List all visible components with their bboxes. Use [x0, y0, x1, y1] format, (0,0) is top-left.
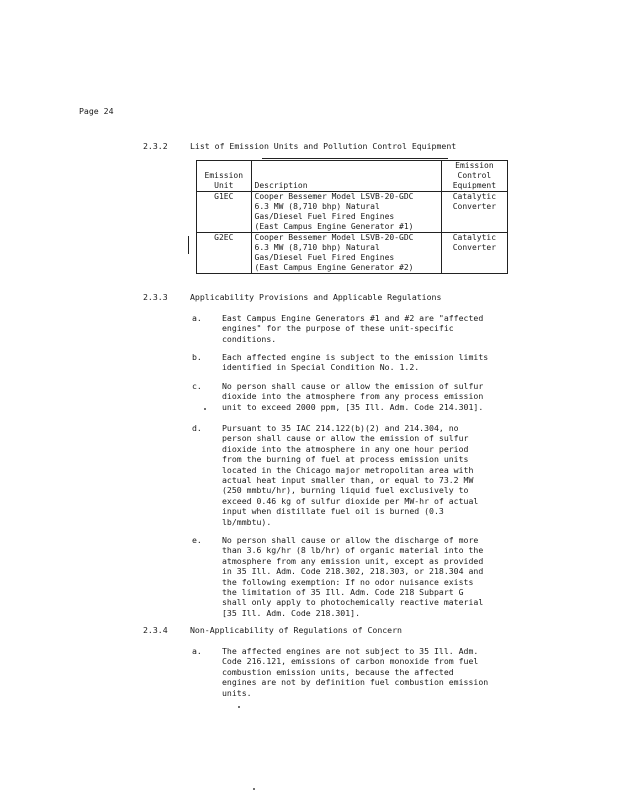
margin-mark [188, 236, 189, 254]
header-description: Description [251, 161, 441, 192]
item-text: Each affected engine is subject to the emission limits identified in Special Condition No. 1.2. [222, 352, 489, 373]
item-text: East Campus Engine Generators #1 and #2 are "affected engines" for the purpose of these unit-specific conditions. [222, 313, 484, 344]
item-letter: e. [192, 535, 202, 545]
emission-units-table [196, 160, 508, 274]
item-letter: a. [192, 646, 202, 656]
table-row [197, 233, 508, 274]
item-text: No person shall cause or allow the emission of sulfur dioxide into the atmosphere from any process emission unit to exceed 2000 ppm, [35 Ill. Adm. Code 214.301]. [222, 381, 484, 412]
item-letter: a. [192, 313, 202, 323]
section-2-3-2-title: List of Emission Units and Pollution Control Equipment [190, 141, 457, 151]
item-letter: c. [192, 381, 202, 391]
table-row [197, 192, 508, 233]
scan-speck [238, 706, 240, 708]
item-letter: b. [192, 352, 202, 362]
item-text: Pursuant to 35 IAC 214.122(b)(2) and 214.304, no person shall cause or allow the emission of sulfur dioxide into the atmosphere in any one hour period from the burning of fuel at process emission units located in the Chicago major metropolitan area with actual heat input smaller than, or equal to 73.2 MW (250 mmbtu/hr), burning liquid fuel exclusively to exceed 0.46 kg of sulfur dioxide per MW-hr of actual input when distillate fuel oil is burned (0.3 lb/mmbtu). [222, 423, 479, 527]
section-2-3-4-title: Non-Applicability of Regulations of Concern [190, 625, 402, 635]
cell-unit: G2EC [197, 233, 252, 274]
item-text: No person shall cause or allow the discharge of more than 3.6 kg/hr (8 lb/hr) of organic material into the atmosphere from any emission unit, except as provided in 35 Ill. Adm. Code 218.302, 218.303, or 218.304 and the following exemption: If no odor nuisance exists the limitation of 35 Ill. Adm. Code 218 Subpart G shall only apply to photochemically reactive material [35 Ill. Adm. Code 218.301]. [222, 535, 484, 618]
page-number: Page 24 [79, 106, 114, 116]
item-text: The affected engines are not subject to 35 Ill. Adm. Code 216.121, emissions of carbon monoxide from fuel combustion emission units, because the affected engines are not by definition fuel combustion emission units. [222, 646, 489, 698]
section-2-3-3-number: 2.3.3 [143, 292, 168, 302]
section-2-3-4-number: 2.3.4 [143, 625, 168, 635]
scan-speck [204, 408, 206, 410]
item-letter: d. [192, 423, 202, 433]
header-control-equipment: Emission Control Equipment [441, 161, 507, 192]
section-2-3-3-title: Applicability Provisions and Applicable Regulations [190, 292, 442, 302]
table-header-row [197, 161, 508, 192]
section-2-3-2-number: 2.3.2 [143, 141, 168, 151]
cell-equipment: Catalytic Converter [441, 233, 507, 274]
cell-description: Cooper Bessemer Model LSVB-20-GDC 6.3 MW (8,710 bhp) Natural Gas/Diesel Fuel Fired Engines (East Campus Engine Generator #1) [251, 192, 441, 233]
header-emission-unit: Emission Unit [197, 161, 252, 192]
cell-unit: G1EC [197, 192, 252, 233]
scan-speck [253, 788, 255, 790]
table-top-rule [262, 158, 448, 159]
cell-description: Cooper Bessemer Model LSVB-20-GDC 6.3 MW (8,710 bhp) Natural Gas/Diesel Fuel Fired Engines (East Campus Engine Generator #2) [251, 233, 441, 274]
cell-equipment: Catalytic Converter [441, 192, 507, 233]
